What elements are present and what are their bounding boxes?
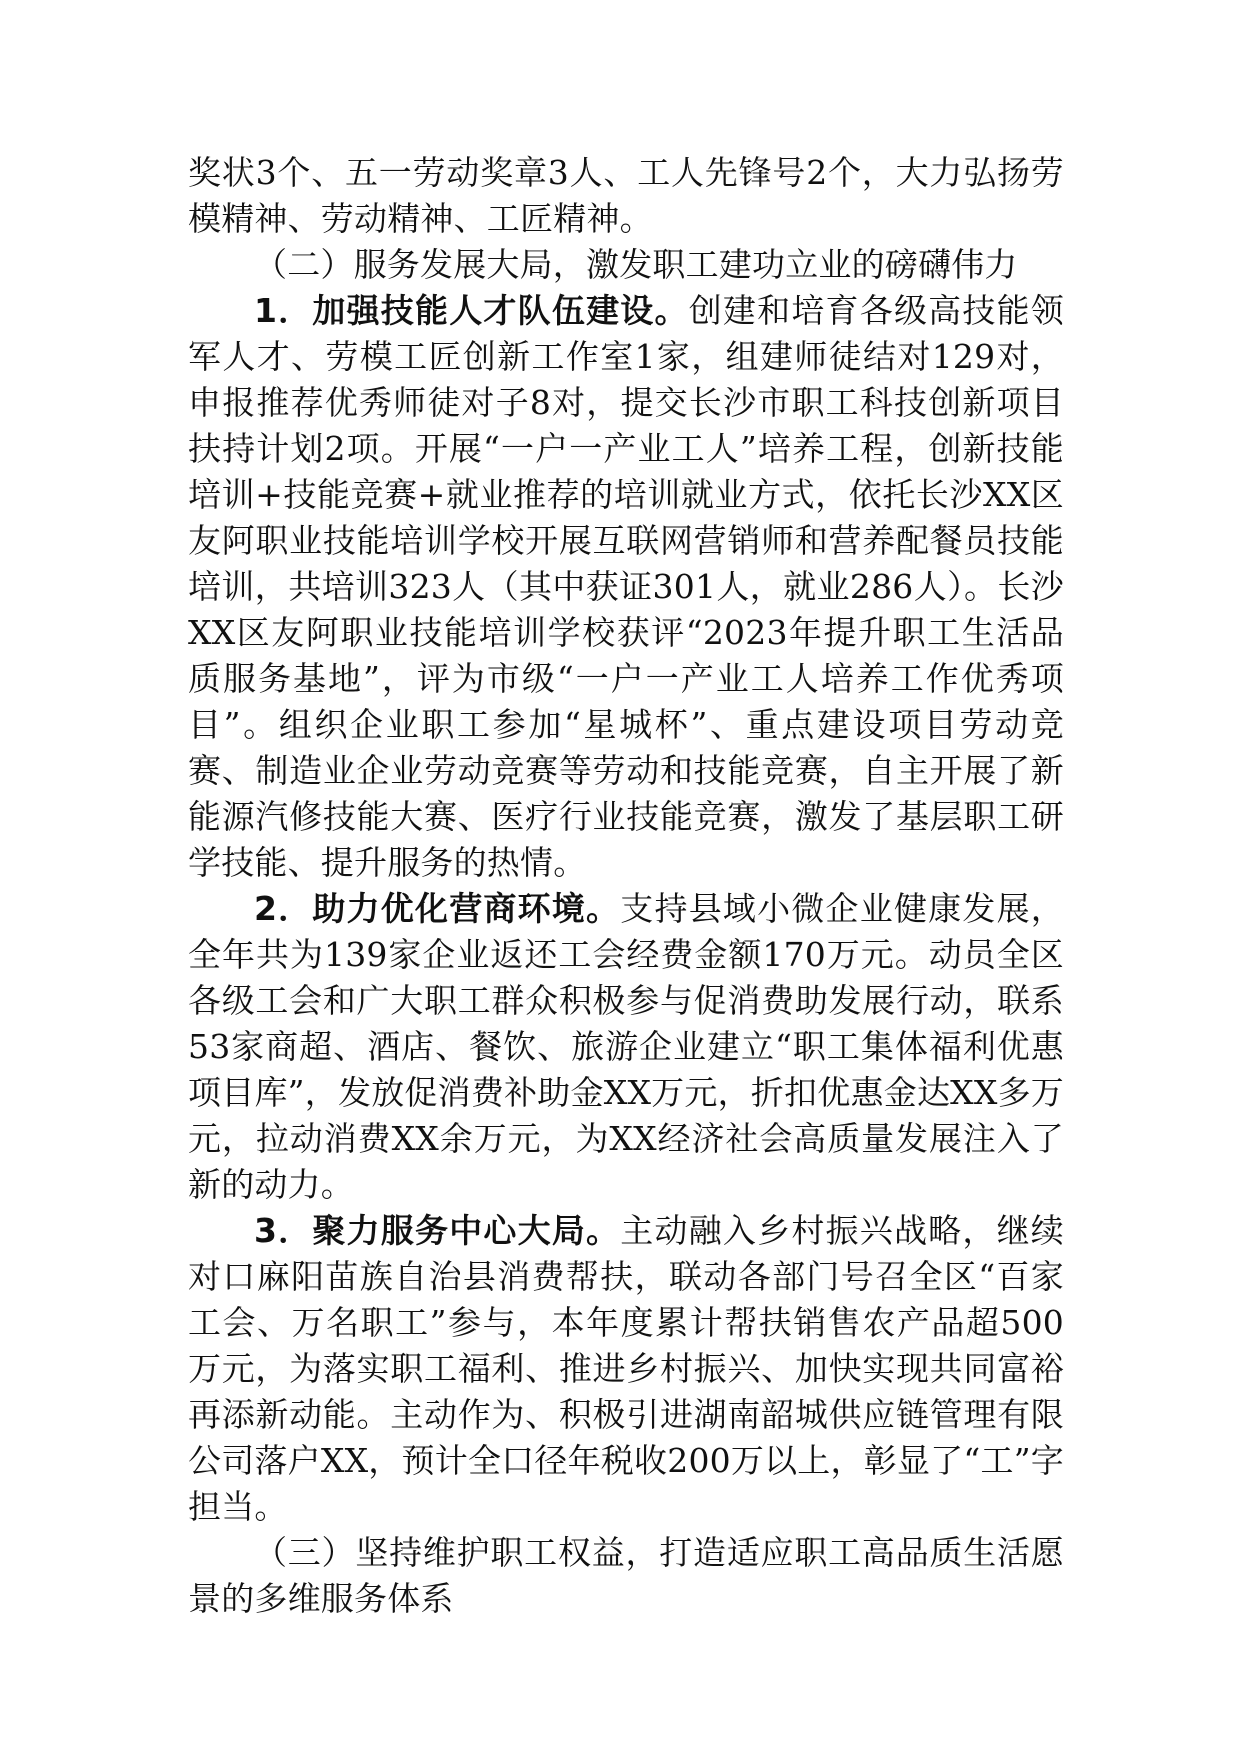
section-heading-3 [188,1530,1064,1622]
item-lead: 3．聚力服务中心大局。 [254,1211,621,1250]
item-central-work [188,1208,1064,1530]
heading-text: （二）服务发展大局，激发职工建功立业的磅礴伟力 [254,245,1018,284]
item-lead: 2．助力优化营商环境。 [254,889,621,928]
item-text: 主动融入乡村振兴战略，继续对口麻阳苗族自治县消费帮扶，联动各部门号召全区“百家工会、万名职工”参与，本年度累计帮扶销售农产品超500万元，为落实职工福利、推进乡村振兴、加快实现共同富裕再添新动能。主动作为、积极引进湖南韶城供应链管理有限公司落户XX，预计全口径年税收200万以上，彰显了“工”字担当。 [188,1211,1064,1526]
paragraph-continuation [188,150,1064,242]
item-skills-talent [188,288,1064,886]
document-body [188,150,1064,1622]
item-business-environment [188,886,1064,1208]
heading-text: （三）坚持维护职工权益，打造适应职工高品质生活愿景的多维服务体系 [188,1533,1064,1618]
paragraph-text: 奖状3个、五一劳动奖章3人、工人先锋号2个，大力弘扬劳模精神、劳动精神、工匠精神。 [188,153,1064,238]
item-lead: 1．加强技能人才队伍建设。 [254,291,689,330]
item-text: 支持县域小微企业健康发展，全年共为139家企业返还工会经费金额170万元。动员全区各级工会和广大职工群众积极参与促消费助发展行动，联系53家商超、酒店、餐饮、旅游企业建立“职工集体福利优惠项目库”，发放促消费补助金XX万元，折扣优惠金达XX多万元，拉动消费XX余万元，为XX经济社会高质量发展注入了新的动力。 [188,889,1064,1204]
item-text: 创建和培育各级高技能领军人才、劳模工匠创新工作室1家，组建师徒结对129对，申报推荐优秀师徒对子8对，提交长沙市职工科技创新项目扶持计划2项。开展“一户一产业工人”培养工程，创新技能培训+技能竞赛+就业推荐的培训就业方式，依托长沙XX区友阿职业技能培训学校开展互联网营销师和营养配餐员技能培训，共培训323人（其中获证301人，就业286人）。长沙XX区友阿职业技能培训学校获评“2023年提升职工生活品质服务基地”，评为市级“一户一产业工人培养工作优秀项目”。组织企业职工参加“星城杯”、重点建设项目劳动竞赛、制造业企业劳动竞赛等劳动和技能竞赛，自主开展了新能源汽修技能大赛、医疗行业技能竞赛，激发了基层职工研学技能、提升服务的热情。 [188,291,1065,882]
section-heading-2 [188,242,1064,288]
